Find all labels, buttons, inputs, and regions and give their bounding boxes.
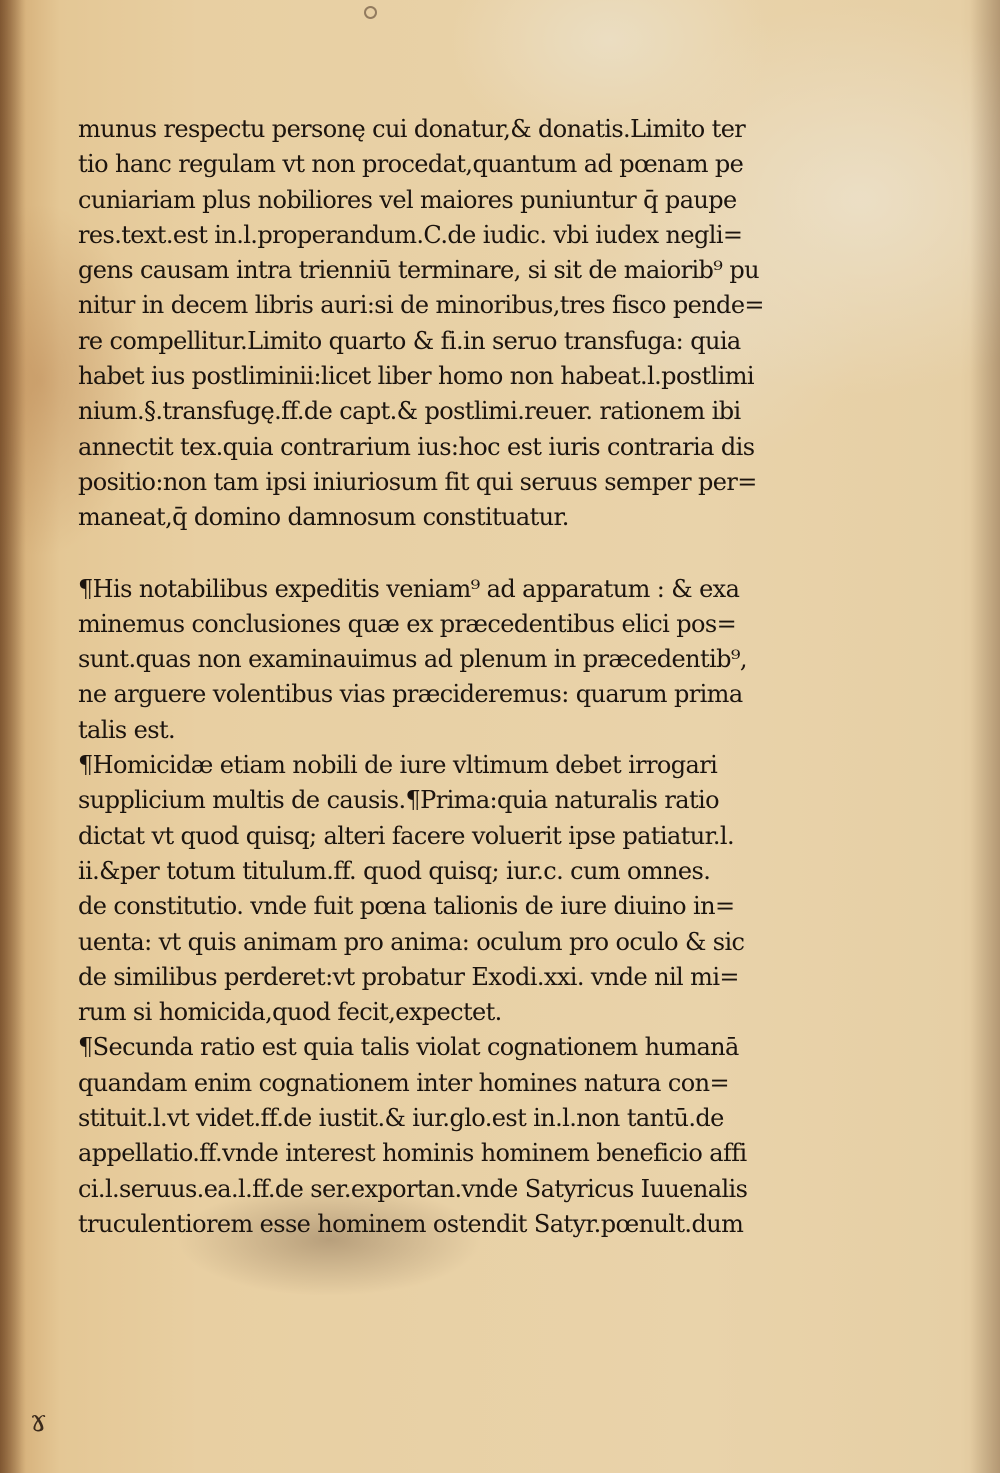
text-line: sunt.quas non examinauimus ad plenum in præcedentib⁹, [78, 645, 747, 674]
text-line: annectit tex.quia contrarium ius:hoc est iuris contraria dis [78, 432, 755, 461]
text-line: appellatio.ff.vnde interest hominis hominem beneficio affi [78, 1139, 747, 1168]
text-line: stituit.l.vt videt.ff.de iustit.& iur.glo.est in.l.non tantū.de [78, 1104, 724, 1133]
text-block [78, 112, 798, 1242]
text-line: positio:non tam ipsi iniuriosum fit qui seruus semper per= [78, 467, 757, 496]
text-line: tio hanc regulam vt non procedat,quantum ad pœnam pe [78, 150, 744, 179]
text-line: munus respectu personę cui donatur,& donatis.Limito ter [78, 115, 746, 143]
paragraph-gap [78, 536, 798, 572]
text-line: re compellitur.Limito quarto & fi.in seruo transfuga: quia [78, 326, 741, 355]
text-line: nitur in decem libris auri:si de minoribus,tres fisco pende= [78, 291, 764, 320]
text-line: de similibus perderet:vt probatur Exodi.xxi. vnde nil mi= [78, 962, 739, 991]
text-line: maneat,q̄ domino damnosum constituatur. [78, 503, 569, 532]
text-line: gens causam intra trienniū terminare, si sit de maiorib⁹ pu [78, 256, 759, 285]
text-line: cuniariam plus nobiliores vel maiores puniuntur q̄ paupe [78, 185, 737, 214]
text-line: ¶Secunda ratio est quia talis violat cognationem humanā [78, 1033, 739, 1062]
ink-ring-mark [364, 6, 377, 19]
text-line: truculentiorem esse hominem ostendit Satyr.pœnult.dum [78, 1209, 744, 1238]
text-line: ¶Homicidæ etiam nobili de iure vltimum debet irrogari [78, 751, 718, 780]
text-line: rum si homicida,quod fecit,expectet. [78, 998, 502, 1027]
text-line: de constitutio. vnde fuit pœna talionis de iure diuino in= [78, 892, 735, 921]
edge-shadow [970, 0, 1000, 1473]
text-line: talis est. [78, 715, 176, 744]
text-line: supplicium multis de causis.¶Prima:quia naturalis ratio [78, 786, 719, 815]
text-line: minemus conclusiones quæ ex præcedentibus elici pos= [78, 609, 737, 638]
paragraph-2 [78, 572, 798, 1243]
binding-shadow [0, 0, 26, 1473]
text-line: quandam enim cognationem inter homines natura con= [78, 1068, 729, 1097]
paragraph-1 [78, 112, 798, 536]
corner-ink-mark: ɤ [30, 1404, 47, 1439]
text-line: dictat vt quod quisq; alteri facere voluerit ipse patiatur.l. [78, 821, 734, 850]
text-line: nium.§.transfugę.ff.de capt.& postlimi.reuer. rationem ibi [78, 397, 741, 426]
text-line: habet ius postliminii:licet liber homo non habeat.l.postlimi [78, 362, 754, 391]
text-line: ci.l.seruus.ea.l.ff.de ser.exportan.vnde Satyricus Iuuenalis [78, 1174, 748, 1203]
text-line: ne arguere volentibus vias præcideremus: quarum prima [78, 680, 743, 709]
text-line: uenta: vt quis animam pro anima: oculum pro oculo & sic [78, 927, 745, 956]
text-line: ¶His notabilibus expeditis veniam⁹ ad apparatum : & exa [78, 574, 740, 603]
text-line: ii.&per totum titulum.ff. quod quisq; iur.c. cum omnes. [78, 856, 711, 885]
text-line: res.text.est in.l.properandum.C.de iudic. vbi iudex negli= [78, 220, 743, 249]
